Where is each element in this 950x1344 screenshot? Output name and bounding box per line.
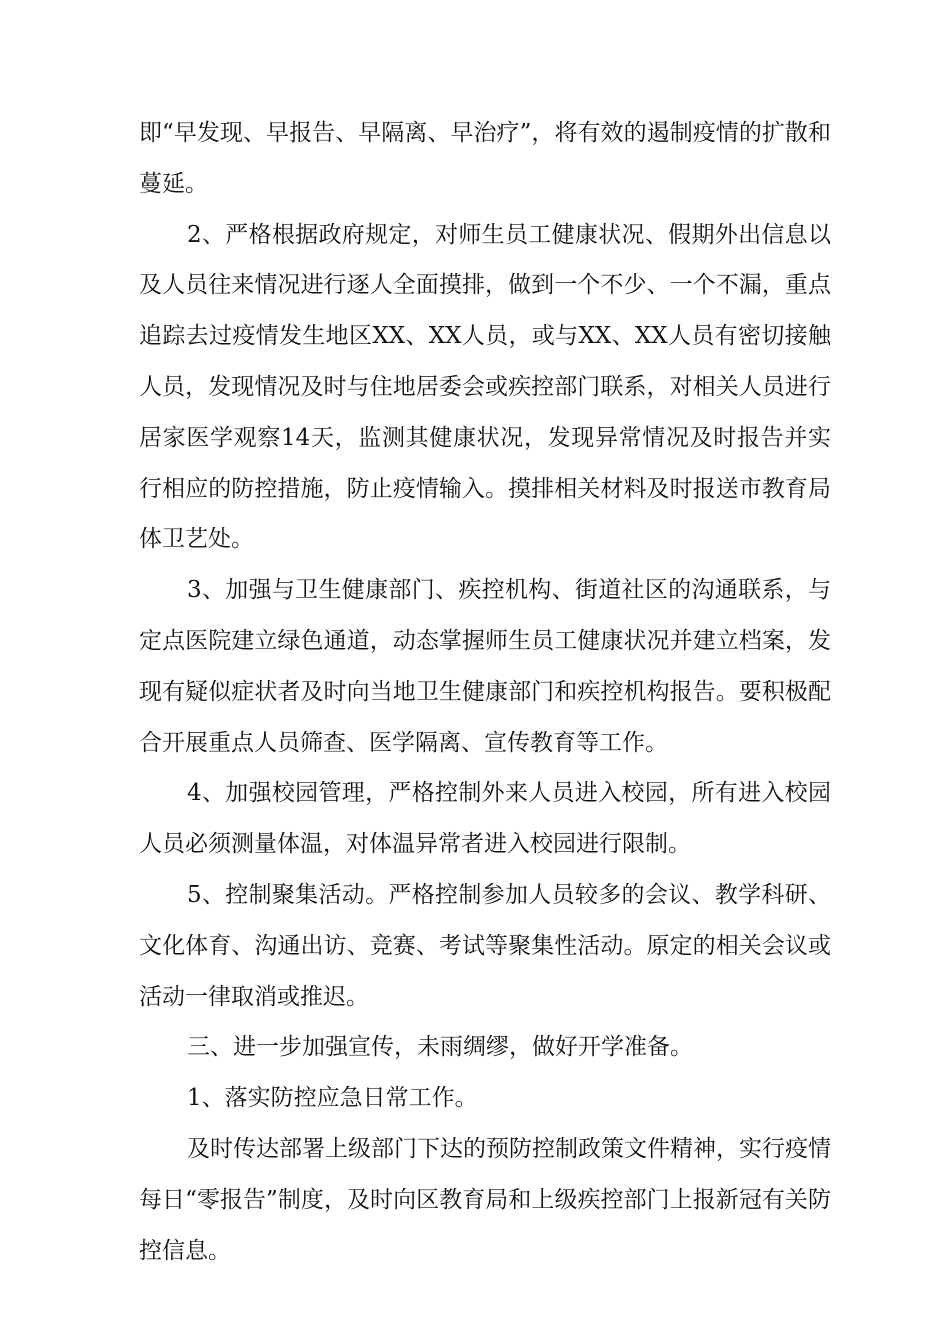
paragraph-item-2: 2、严格根据政府规定，对师生员工健康状况、假期外出信息以及人员往来情况进行逐人全面摸排，做到一个不少、一个不漏，重点追踪去过疫情发生地区XX、XX人员，或与XX、XX人员有密切接触人员，发现情况及时与住地居委会或疾控部门联系，对相关人员进行居家医学观察14天，监测其健康状况，发现异常情况及时报告并实行相应的防控措施，防止疫情输入。摸排相关材料及时报送市教育局体卫艺处。	[139, 221, 831, 553]
paragraph-item-3: 3、加强与卫生健康部门、疾控机构、街道社区的沟通联系，与定点医院建立绿色通道，动态掌握师生员工健康状况并建立档案，发现有疑似症状者及时向当地卫生健康部门和疾控机构报告。要积极配合开展重点人员筛查、医学隔离、宣传教育等工作。	[139, 577, 831, 756]
section-heading-3: 三、进一步加强宣传，未雨绸缪，做好开学准备。	[187, 1034, 693, 1061]
paragraph-item-5: 5、控制聚集活动。严格控制参加人员较多的会议、教学科研、文化体育、沟通出访、竞赛、考试等聚集性活动。原定的相关会议或活动一律取消或推迟。	[139, 881, 831, 1010]
subsection-heading-1: 1、落实防控应急日常工作。	[187, 1085, 478, 1112]
paragraph-item-4: 4、加强校园管理，严格控制外来人员进入校园，所有进入校园人员必须测量体温，对体温异常者进入校园进行限制。	[139, 780, 831, 858]
paragraph-continuation: 即“早发现、早报告、早隔离、早治疗”，将有效的遏制疫情的扩散和蔓延。	[139, 120, 831, 197]
document-body	[139, 108, 831, 1276]
paragraph-body: 及时传达部署上级部门下达的预防控制政策文件精神，实行疫情每日“零报告”制度，及时向区教育局和上级疾控部门上报新冠有关防控信息。	[139, 1135, 831, 1264]
